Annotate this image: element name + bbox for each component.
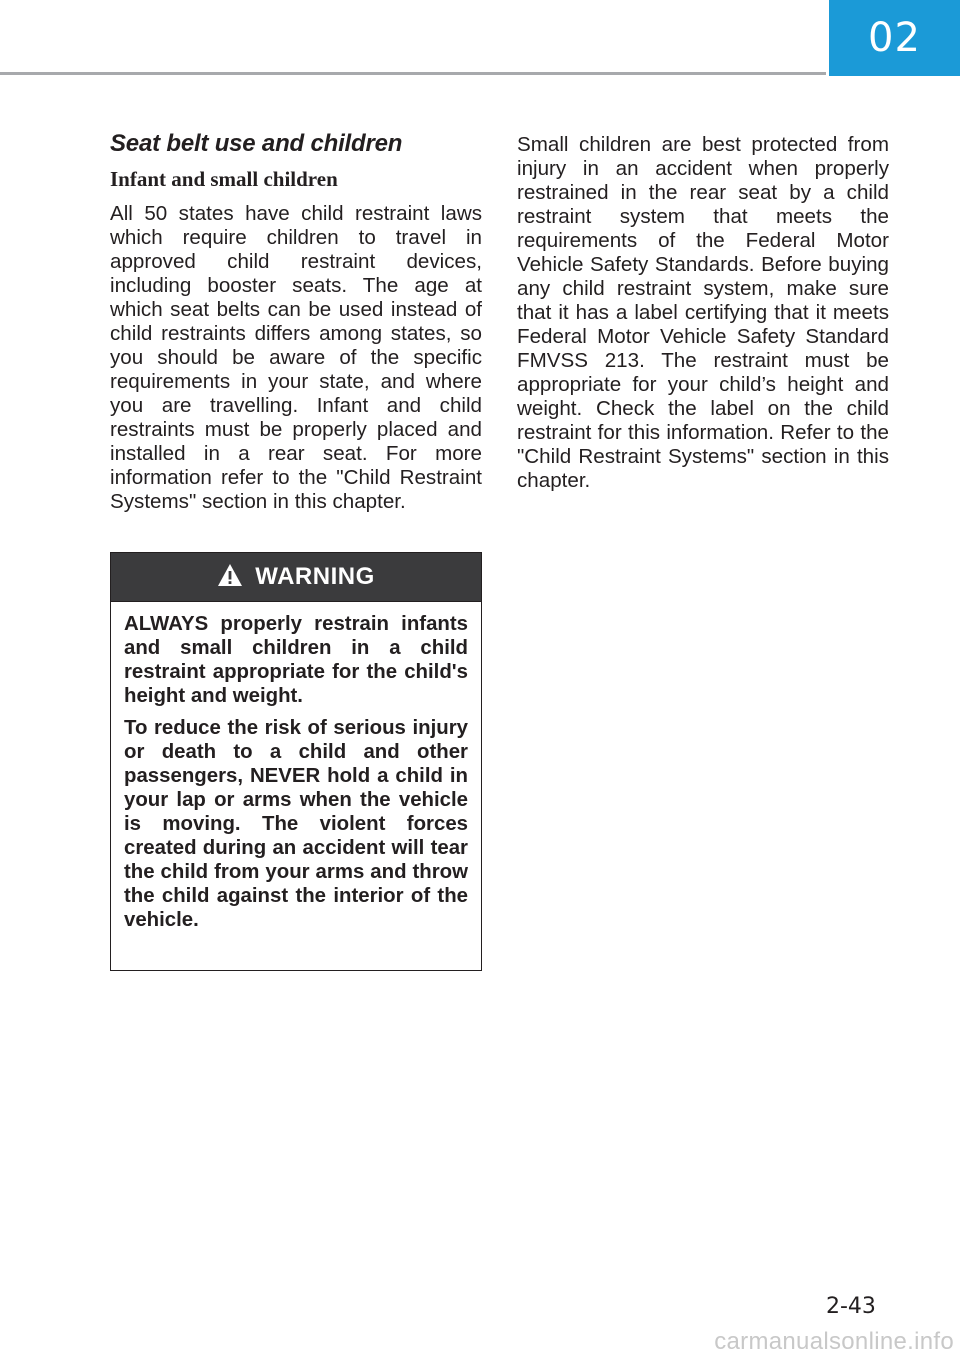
warning-paragraph: ALWAYS properly restrain infants and small children in a child restraint appropriate for the child's height and weight.	[124, 613, 468, 707]
section-title: Seat belt use and children	[110, 130, 403, 157]
page-number: 2-43	[826, 1294, 876, 1319]
chapter-tab	[829, 0, 960, 76]
chapter-number: 02	[868, 15, 921, 61]
warning-header	[111, 553, 481, 602]
body-paragraph: All 50 states have child restraint laws which require children to travel in approved child restraint devices, including booster seats. The age at which seat belts can be used instead of child restraints differs among states, so you should be aware of the specific requirements in your state, and where you are travelling. Infant and child restraints must be properly placed and installed in a rear seat. For more information refer to the "Child Restraint Systems" section in this chapter.	[110, 202, 482, 513]
warning-body	[111, 602, 481, 932]
warning-box	[110, 552, 482, 971]
warning-title: WARNING	[255, 563, 375, 590]
header-rule	[0, 72, 826, 75]
warning-triangle-icon	[217, 563, 243, 592]
subsection-title: Infant and small children	[110, 167, 338, 191]
right-column	[517, 133, 889, 493]
body-paragraph: Small children are best protected from injury in an accident when properly restrained in the rear seat by a child restraint system that meets the requirements of the Federal Motor Vehicle Safety Standards. Before buying any child restraint system, make sure that it has a label certifying that it meets Federal Motor Vehicle Safety Standard FMVSS 213. The restraint must be appropriate for your child’s height and weight. Check the label on the child restraint for this information. Refer to the "Child Restraint Systems" section in this chapter.	[517, 133, 889, 492]
watermark: carmanualsonline.info	[714, 1328, 954, 1355]
warning-paragraph: To reduce the risk of serious injury or death to a child and other passengers, NEVER hold a child in your lap or arms when the vehicle is moving. The violent forces created during an accident will tear the child from your arms and throw the child against the interior of the vehicle.	[124, 717, 468, 931]
left-column	[110, 128, 482, 514]
